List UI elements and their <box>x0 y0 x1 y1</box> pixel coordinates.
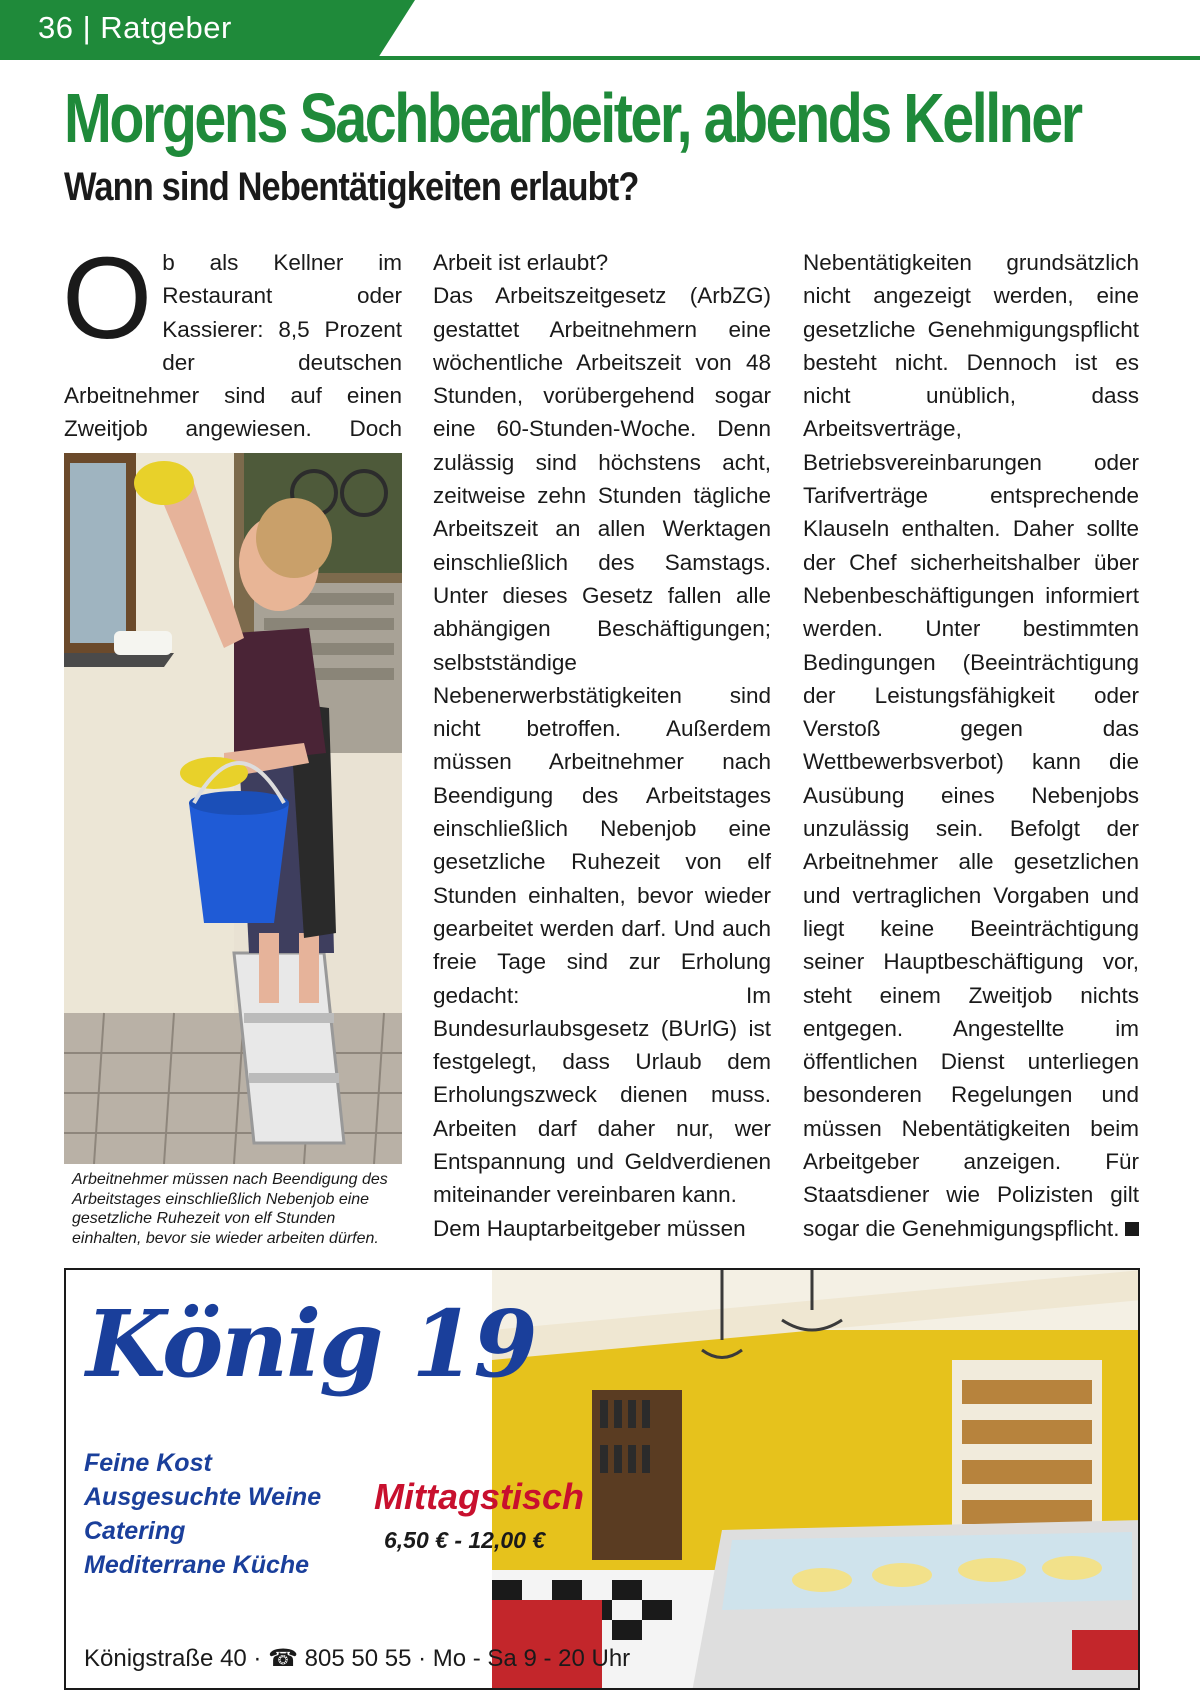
article-column-2 <box>433 246 771 1245</box>
ad-service-item: Catering <box>84 1517 186 1545</box>
ad-service-item: Feine Kost <box>84 1449 212 1477</box>
article-title: Morgens Sachbearbeiter, abends Kellner <box>64 79 1081 157</box>
article-subtitle: Wann sind Nebentätigkeiten erlaubt? <box>64 165 639 209</box>
woman-cleaning-window-image <box>64 453 402 1164</box>
ad-logo: König 19 <box>86 1290 536 1398</box>
column-2-text-2: Das Arbeitszeitgesetz (ArbZG) gestattet Arbeitnehmern eine wöchentliche Arbeitszeit von 48 Stunden, vorübergehend sogar eine 60-Stunden-Woche. Denn zulässig sind höchstens acht, zeitweise zehn Stunden tägliche Arbeitszeit an allen Werktagen einschließlich des Samstags. Unter dieses Gesetz fallen alle abhängigen Beschäftigungen; selbstständige Nebenerwerbstätigkeiten sind nicht betroffen. Außerdem müssen Arbeitnehmer nach Beendigung des Arbeitstages einschließlich Nebenjob eine gesetzliche Ruhezeit von elf Stunden einhalten, bevor wieder gearbeitet werden darf. Und auch freie Tage sind zur Erholung gedacht: Im Bundesurlaubsgesetz (BUrlG) ist festgelegt, dass Urlaub dem Erholungszweck dienen muss. Arbeiten darf daher nur, wer Entspannung und Geldverdienen miteinander vereinbaren kann. <box>433 283 771 1208</box>
photo-caption: Arbeitnehmer müssen nach Beendigung des Arbeitstages einschließlich Nebenjob eine gesetzliche Ruhezeit von elf Stunden einhalten, bevor sie wieder arbeiten dürfen. <box>72 1171 388 1247</box>
advertisement[interactable] <box>64 1268 1140 1690</box>
column-3-text <box>803 246 1139 1245</box>
column-2-text-1: Arbeit ist erlaubt? <box>433 250 609 275</box>
column-2-text-3: Dem Hauptarbeitgeber müssen <box>433 1215 746 1241</box>
column-1-text: b als Kellner im Restaurant oder Kassierer: 8,5 Prozent der deutschen Arbeitnehmer sind auf einen Zweitjob angewiesen. Doch <box>64 250 402 442</box>
section-header-label <box>38 10 232 46</box>
section-header <box>0 0 415 58</box>
header-separator: | <box>82 10 92 45</box>
page-number: 36 <box>38 10 74 45</box>
ad-photo <box>492 1270 1140 1690</box>
ad-lunch-price: 6,50 € - 12,00 € <box>384 1527 546 1553</box>
dropcap: O <box>62 233 153 363</box>
header-rule <box>0 56 1200 60</box>
ad-services-list <box>84 1446 321 1582</box>
ad-lunch-label: Mittagstisch <box>374 1476 585 1517</box>
ad-service-item: Mediterrane Küche <box>84 1551 310 1579</box>
section-name: Ratgeber <box>100 10 232 45</box>
ad-service-item: Ausgesuchte Weine <box>84 1483 322 1511</box>
end-mark-icon <box>1125 1222 1139 1236</box>
article-photo <box>64 453 402 1164</box>
column-3-body: Nebentätigkeiten grundsätzlich nicht angezeigt werden, eine gesetzliche Genehmigungspflicht besteht nicht. Dennoch ist es nicht unüblich, dass Arbeitsverträge, Betriebsvereinbarungen oder Tarifverträge entsprechende Klauseln enthalten. Daher sollte der Chef sicherheitshalber über Nebenbeschäftigungen informiert werden. Unter bestimmten Bedingungen (Beeinträchtigung der Leistungsfähigkeit oder Verstoß gegen das Wettbewerbsverbot) kann die Ausübung eines Nebenjobs unzulässig sein. Befolgt der Arbeitnehmer alle gesetzlichen und vertraglichen Vorgaben und liegt keine Beeinträchtigung seiner Hauptbeschäftigung vor, steht einem Zweitjob nichts entgegen. Angestellte im öffentlichen Dienst unterliegen besonderen Regelungen und müssen Nebentätigkeiten beim Arbeitgeber anzeigen. Für Staatsdiener wie Polizisten gilt sogar die Genehmigungspflicht. <box>803 250 1139 1241</box>
deli-interior-image <box>492 1270 1140 1690</box>
ad-address: Königstraße 40 · ☎ 805 50 55 · Mo - Sa 9 - 20 Uhr <box>84 1645 631 1672</box>
article-column-1 <box>62 233 402 479</box>
article-column-3 <box>803 246 1139 1245</box>
